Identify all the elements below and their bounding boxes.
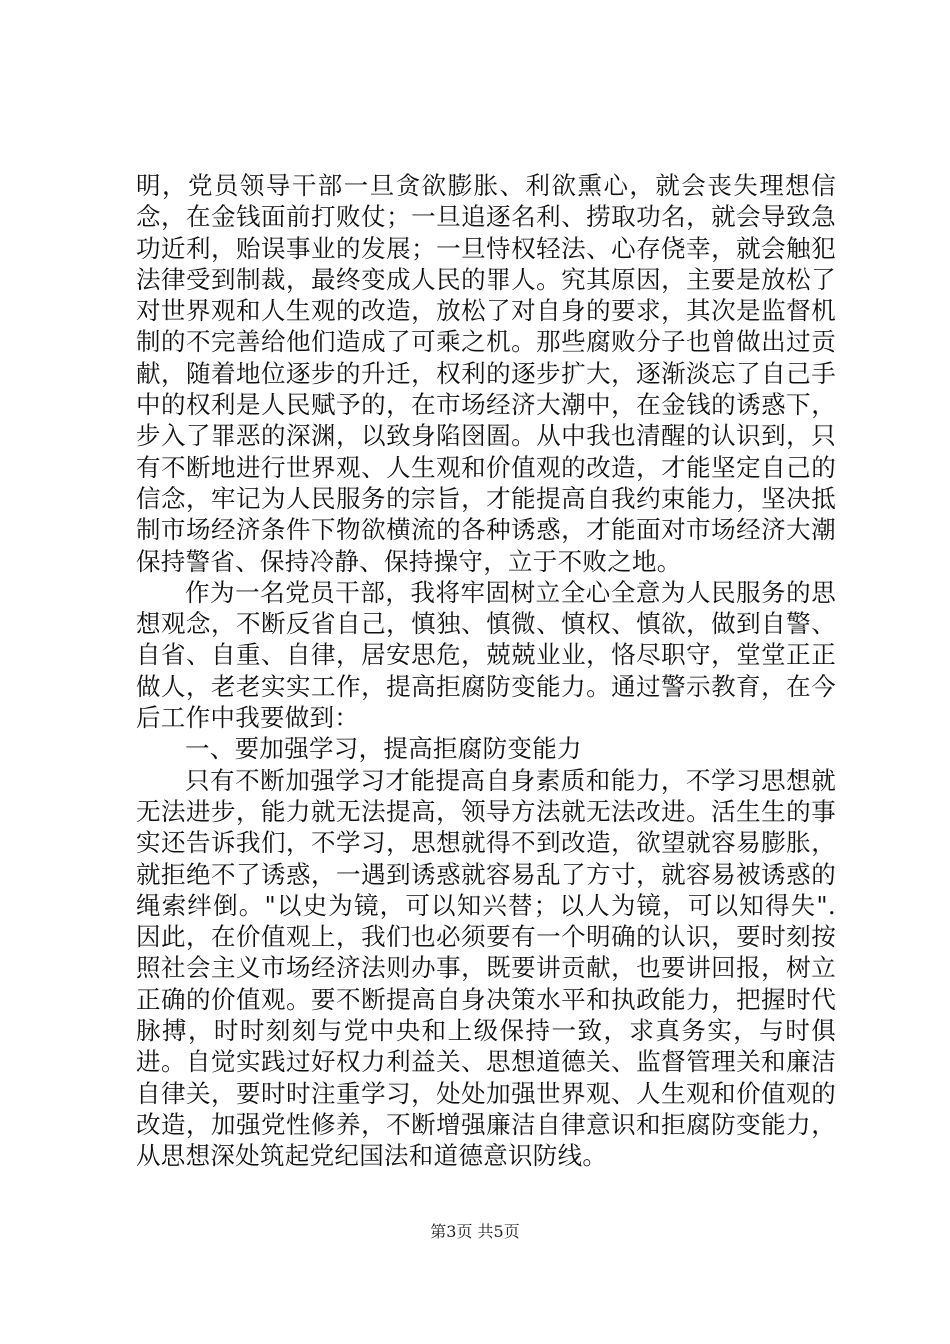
paragraph-study: 只有不断加强学习才能提高自身素质和能力，不学习思想就无法进步，能力就无法提高，领导方法就无法改进。活生生的事实还告诉我们，不学习，思想就得不到改造，欲望就容易膨胀，就拒绝不了诱惑，一遇到诱惑就容易乱了方寸，就容易被诱惑的绳索绊倒。"以史为镜，可以知兴替；以人为镜，可以知得失".因此，在价值观上，我们也必须要有一个明确的认识，要时刻按照社会主义市场经济法则办事，既要讲贡献，也要讲回报，树立正确的价值观。要不断提高自身决策水平和执政能力，把握时代脉搏，时时刻刻与党中央和上级保持一致，求真务实，与时俱进。自觉实践过好权力利益关、思想道德关、监督管理关和廉洁自律关，要时时注重学习，处处加强世界观、人生观和价值观的改造，加强党性修养，不断增强廉洁自律意识和拒腐防变能力，从思想深处筑起党纪国法和道德意识防线。 xyxy=(136,765,836,1171)
paragraph-continuation: 明，党员领导干部一旦贪欲膨胀、利欲熏心，就会丧失理想信念，在金钱面前打败仗；一旦追逐名利、捞取功名，就会导致急功近利，贻误事业的发展；一旦恃权轻法、心存侥幸，就会触犯法律受到制裁，最终变成人民的罪人。究其原因，主要是放松了对世界观和人生观的改造，放松了对自身的要求，其次是监督机制的不完善给他们造成了可乘之机。那些腐败分子也曾做出过贡献，随着地位逐步的升迁，权利的逐步扩大，逐渐淡忘了自己手中的权利是人民赋予的，在市场经济大潮中，在金钱的诱惑下，步入了罪恶的深渊，以致身陷囹圄。从中我也清醒的认识到，只有不断地进行世界观、人生观和价值观的改造，才能坚定自己的信念，牢记为人民服务的宗旨，才能提高自我约束能力，坚决抵制市场经济条件下物欲横流的各种诱惑，才能面对市场经济大潮保持警省、保持冷静、保持操守，立于不败之地。 xyxy=(136,171,836,576)
section-heading: 一、要加强学习，提高拒腐防变能力 xyxy=(185,734,582,764)
page-number-footer: 第3页 共5页 xyxy=(430,1222,520,1241)
paragraph-commitment: 作为一名党员干部，我将牢固树立全心全意为人民服务的思想观念，不断反省自己，慎独、慎微、慎权、慎欲，做到自警、自省、自重、自律，居安思危，兢兢业业，恪尽职守，堂堂正正做人，老老实实工作，提高拒腐防变能力。通过警示教育，在今后工作中我要做到： xyxy=(136,577,836,733)
document-body xyxy=(136,170,836,1172)
